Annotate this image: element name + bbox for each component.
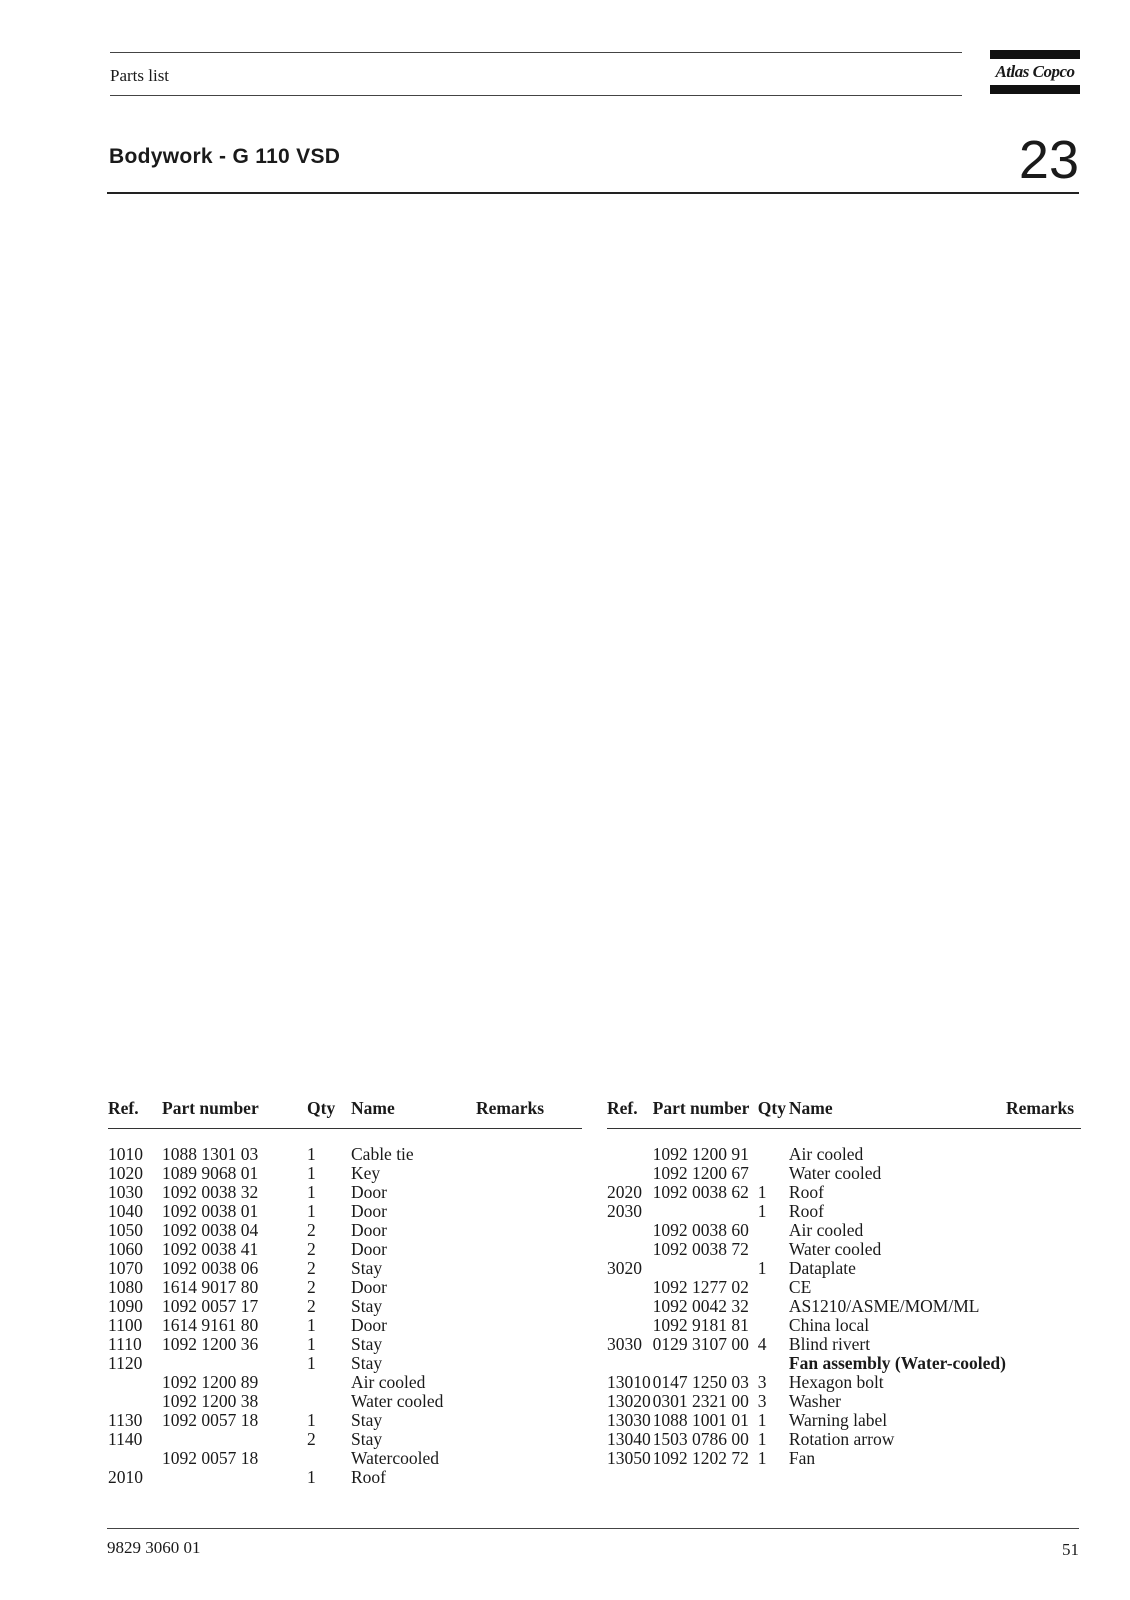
cell-qty: 2 [307, 1429, 316, 1449]
cell-name: Stay [351, 1334, 383, 1354]
cell-remarks [1006, 1164, 1081, 1183]
cell-name: CE [788, 1277, 812, 1297]
cell-remarks [476, 1449, 582, 1468]
cell-ref [607, 1297, 653, 1316]
cell-name: Air cooled [788, 1144, 864, 1164]
cell-remarks [1006, 1316, 1081, 1335]
header-rule-top [110, 52, 962, 53]
cell-part-number: 1614 9161 80 [162, 1315, 259, 1335]
cell-qty: 1 [757, 1429, 767, 1449]
cell-qty [307, 1373, 351, 1392]
col-header-remarks: Remarks [476, 1098, 582, 1129]
document-number: 9829 3060 01 [107, 1538, 201, 1557]
cell-name: Water cooled [351, 1391, 444, 1411]
cell-name: Door [351, 1220, 387, 1240]
cell-part-number: 1092 1277 02 [652, 1277, 749, 1297]
cell-part-number: 1092 1200 89 [162, 1372, 259, 1392]
cell-part-number: 1092 1200 36 [162, 1334, 259, 1354]
cell-ref: 1010 [108, 1144, 143, 1164]
col-header-ref: Ref. [607, 1098, 653, 1129]
cell-part-number [653, 1354, 758, 1373]
cell-ref [108, 1392, 162, 1411]
table-row [607, 1316, 1081, 1335]
cell-ref [607, 1145, 653, 1164]
cell-name: Door [351, 1315, 387, 1335]
cell-qty: 1 [307, 1201, 316, 1221]
cell-name: Stay [351, 1410, 383, 1430]
cell-ref: 1110 [108, 1334, 142, 1354]
table-row [108, 1430, 582, 1449]
cell-part-number: 1089 9068 01 [162, 1163, 259, 1183]
cell-qty: 1 [307, 1410, 316, 1430]
cell-ref [607, 1354, 653, 1373]
col-header-ref: Ref. [108, 1098, 162, 1129]
table-row [108, 1449, 582, 1468]
cell-remarks [476, 1278, 582, 1297]
cell-ref: 1050 [108, 1220, 143, 1240]
cell-remarks [476, 1145, 582, 1164]
cell-name: Watercooled [351, 1448, 439, 1468]
cell-ref: 1040 [108, 1201, 143, 1221]
cell-qty [758, 1278, 789, 1297]
cell-qty [758, 1164, 789, 1183]
cell-remarks [1006, 1240, 1081, 1259]
cell-remarks [476, 1164, 582, 1183]
cell-name: Stay [351, 1258, 383, 1278]
cell-ref [607, 1316, 653, 1335]
cell-name: Water cooled [788, 1239, 882, 1259]
cell-qty: 1 [307, 1467, 316, 1487]
cell-remarks [1006, 1145, 1081, 1164]
cell-ref: 13010 [607, 1372, 651, 1392]
cell-remarks [476, 1373, 582, 1392]
table-spacer-row [108, 1129, 582, 1146]
cell-part-number: 1092 1200 38 [162, 1391, 259, 1411]
cell-qty: 2 [307, 1239, 316, 1259]
cell-remarks [1006, 1297, 1081, 1316]
cell-remarks [476, 1259, 582, 1278]
cell-qty [758, 1354, 789, 1373]
cell-part-number: 1088 1301 03 [162, 1144, 259, 1164]
table-row [607, 1259, 1081, 1278]
cell-part-number [162, 1430, 307, 1449]
cell-qty: 3 [757, 1372, 767, 1392]
table-row [108, 1297, 582, 1316]
cell-ref [607, 1240, 653, 1259]
cell-part-number: 1092 0038 60 [652, 1220, 749, 1240]
table-header-row [108, 1098, 582, 1129]
cell-part-number: 1092 0042 32 [652, 1296, 749, 1316]
cell-qty: 1 [307, 1144, 316, 1164]
cell-part-number: 1092 0038 41 [162, 1239, 259, 1259]
cell-part-number: 1092 0057 18 [162, 1410, 259, 1430]
table-row [607, 1354, 1081, 1373]
cell-remarks [476, 1221, 582, 1240]
cell-qty [307, 1392, 351, 1411]
cell-ref [108, 1449, 162, 1468]
cell-qty: 1 [757, 1201, 767, 1221]
cell-qty: 1 [307, 1163, 316, 1183]
table-row [607, 1335, 1081, 1354]
parts-table-left-body [108, 1129, 582, 1488]
cell-ref: 2010 [108, 1467, 143, 1487]
cell-remarks [476, 1297, 582, 1316]
parts-table-right [607, 1098, 1081, 1468]
cell-remarks [476, 1183, 582, 1202]
table-row [108, 1221, 582, 1240]
table-row [108, 1335, 582, 1354]
cell-name: Roof [351, 1467, 386, 1487]
cell-part-number: 0301 2321 00 [652, 1391, 749, 1411]
cell-ref: 13030 [607, 1410, 651, 1430]
atlas-copco-logo [990, 50, 1080, 94]
cell-remarks [1006, 1411, 1081, 1430]
header-rule-bottom [110, 95, 962, 96]
cell-name: Fan assembly (Water-cooled) [788, 1353, 1006, 1373]
col-header-remarks: Remarks [1006, 1098, 1081, 1129]
cell-part-number: 1088 1001 01 [652, 1410, 749, 1430]
table-row [108, 1468, 582, 1487]
table-row [607, 1449, 1081, 1468]
cell-qty: 2 [307, 1296, 316, 1316]
col-header-qty: Qty [307, 1098, 351, 1129]
cell-name: Door [351, 1201, 387, 1221]
cell-qty [307, 1449, 351, 1468]
cell-remarks [476, 1411, 582, 1430]
table-row [607, 1430, 1081, 1449]
cell-ref [607, 1278, 653, 1297]
cell-part-number: 1092 0038 72 [652, 1239, 749, 1259]
cell-remarks [1006, 1335, 1081, 1354]
cell-remarks [1006, 1430, 1081, 1449]
cell-part-number: 1092 0057 17 [162, 1296, 259, 1316]
cell-name: Roof [788, 1182, 824, 1202]
cell-qty [758, 1221, 789, 1240]
cell-name: Stay [351, 1296, 383, 1316]
cell-ref: 13040 [607, 1429, 651, 1449]
table-row [108, 1259, 582, 1278]
cell-qty: 1 [757, 1448, 767, 1468]
cell-remarks [1006, 1278, 1081, 1297]
cell-ref: 2020 [607, 1182, 642, 1202]
cell-qty [758, 1316, 789, 1335]
table-row [607, 1392, 1081, 1411]
cell-qty: 1 [757, 1410, 767, 1430]
cell-remarks [1006, 1354, 1081, 1373]
cell-name: Hexagon bolt [788, 1372, 884, 1392]
cell-remarks [476, 1240, 582, 1259]
cell-ref: 3020 [607, 1258, 642, 1278]
title-rule [107, 192, 1079, 194]
cell-name: Warning label [788, 1410, 888, 1430]
cell-part-number: 1092 0038 06 [162, 1258, 259, 1278]
table-row [607, 1240, 1081, 1259]
table-spacer-row [607, 1129, 1081, 1146]
table-row [108, 1164, 582, 1183]
parts-table-left [108, 1098, 582, 1487]
cell-ref: 1120 [108, 1353, 143, 1373]
table-row [108, 1392, 582, 1411]
cell-remarks [476, 1354, 582, 1373]
cell-part-number: 1092 0057 18 [162, 1448, 259, 1468]
cell-part-number [653, 1202, 758, 1221]
table-row [607, 1373, 1081, 1392]
cell-part-number [162, 1354, 307, 1373]
cell-name: Air cooled [351, 1372, 426, 1392]
table-header-row [607, 1098, 1081, 1129]
table-row [108, 1373, 582, 1392]
table-row [607, 1164, 1081, 1183]
cell-remarks [476, 1468, 582, 1487]
cell-remarks [476, 1335, 582, 1354]
cell-ref: 13050 [607, 1448, 651, 1468]
cell-qty: 1 [757, 1182, 767, 1202]
cell-name: Door [351, 1182, 387, 1202]
cell-name: Dataplate [788, 1258, 856, 1278]
cell-part-number: 1092 0038 01 [162, 1201, 259, 1221]
col-header-part-number: Part number [653, 1098, 758, 1129]
table-row [607, 1297, 1081, 1316]
cell-qty: 4 [757, 1334, 767, 1354]
cell-name: Water cooled [788, 1163, 882, 1183]
table-row [607, 1278, 1081, 1297]
cell-qty: 1 [307, 1353, 316, 1373]
cell-remarks [476, 1430, 582, 1449]
cell-qty: 3 [757, 1391, 767, 1411]
table-row [108, 1145, 582, 1164]
cell-ref [607, 1221, 653, 1240]
cell-qty [758, 1297, 789, 1316]
cell-ref: 3030 [607, 1334, 642, 1354]
page-number: 51 [1062, 1540, 1079, 1559]
cell-ref: 1140 [108, 1429, 143, 1449]
cell-qty: 1 [757, 1258, 767, 1278]
cell-name: Rotation arrow [788, 1429, 895, 1449]
cell-remarks [476, 1316, 582, 1335]
cell-ref: 1030 [108, 1182, 143, 1202]
cell-ref: 13020 [607, 1391, 651, 1411]
cell-part-number: 1092 0038 04 [162, 1220, 259, 1240]
cell-name: Cable tie [351, 1144, 414, 1164]
parts-table-right-body [607, 1129, 1081, 1469]
cell-name: China local [788, 1315, 870, 1335]
cell-ref: 1020 [108, 1163, 143, 1183]
cell-qty: 1 [307, 1315, 316, 1335]
cell-remarks [1006, 1392, 1081, 1411]
cell-part-number: 1614 9017 80 [162, 1277, 259, 1297]
cell-part-number [162, 1468, 307, 1487]
cell-ref: 1130 [108, 1410, 143, 1430]
cell-name: Washer [788, 1391, 841, 1411]
logo-bar-bottom [990, 85, 1080, 94]
cell-remarks [1006, 1183, 1081, 1202]
table-row [108, 1354, 582, 1373]
table-row [108, 1411, 582, 1430]
cell-name: Stay [351, 1429, 383, 1449]
cell-name: Fan [788, 1448, 816, 1468]
table-row [108, 1202, 582, 1221]
cell-part-number: 1092 1202 72 [652, 1448, 749, 1468]
col-header-part-number: Part number [162, 1098, 307, 1129]
cell-qty: 2 [307, 1277, 316, 1297]
doc-type-label: Parts list [110, 66, 170, 85]
cell-ref [108, 1373, 162, 1392]
table-row [607, 1202, 1081, 1221]
cell-ref: 1100 [108, 1315, 143, 1335]
cell-qty: 2 [307, 1220, 316, 1240]
logo-text: Atlas Copco [995, 62, 1075, 81]
cell-remarks [1006, 1373, 1081, 1392]
cell-remarks [476, 1202, 582, 1221]
cell-remarks [1006, 1202, 1081, 1221]
col-header-name: Name [351, 1098, 476, 1129]
table-row [607, 1183, 1081, 1202]
cell-name: Door [351, 1277, 387, 1297]
cell-remarks [1006, 1221, 1081, 1240]
cell-part-number: 1092 0038 32 [162, 1182, 259, 1202]
cell-qty: 2 [307, 1258, 316, 1278]
cell-name: Blind rivert [788, 1334, 871, 1354]
cell-part-number: 0129 3107 00 [652, 1334, 749, 1354]
cell-remarks [1006, 1259, 1081, 1278]
cell-qty: 1 [307, 1182, 316, 1202]
table-row [108, 1240, 582, 1259]
cell-ref: 1070 [108, 1258, 143, 1278]
table-row [607, 1221, 1081, 1240]
cell-name: Roof [788, 1201, 824, 1221]
cell-ref: 2030 [607, 1201, 642, 1221]
cell-part-number: 0147 1250 03 [652, 1372, 749, 1392]
table-row [108, 1316, 582, 1335]
cell-name: Air cooled [788, 1220, 864, 1240]
cell-part-number [653, 1259, 758, 1278]
cell-ref: 1080 [108, 1277, 143, 1297]
col-header-name: Name [789, 1098, 1006, 1129]
cell-name: AS1210/ASME/MOM/ML [788, 1296, 980, 1316]
cell-ref: 1090 [108, 1296, 143, 1316]
logo-bar-top [990, 50, 1080, 59]
cell-ref: 1060 [108, 1239, 143, 1259]
cell-name: Stay [351, 1353, 383, 1373]
cell-part-number: 1503 0786 00 [652, 1429, 749, 1449]
table-row [607, 1411, 1081, 1430]
table-row [607, 1145, 1081, 1164]
cell-qty [758, 1240, 789, 1259]
cell-qty [758, 1145, 789, 1164]
cell-part-number: 1092 1200 67 [652, 1163, 749, 1183]
cell-remarks [1006, 1449, 1081, 1468]
cell-name: Door [351, 1239, 387, 1259]
footer-rule [107, 1528, 1079, 1529]
cell-part-number: 1092 1200 91 [652, 1144, 749, 1164]
table-row [108, 1183, 582, 1202]
cell-name: Key [351, 1163, 381, 1183]
section-number: 23 [1018, 130, 1079, 190]
col-header-qty: Qty [758, 1098, 789, 1129]
table-row [108, 1278, 582, 1297]
cell-part-number: 1092 9181 81 [652, 1315, 749, 1335]
cell-qty: 1 [307, 1334, 316, 1354]
section-title: Bodywork - G 110 VSD [109, 145, 341, 168]
cell-remarks [476, 1392, 582, 1411]
cell-part-number: 1092 0038 62 [652, 1182, 749, 1202]
cell-ref [607, 1164, 653, 1183]
